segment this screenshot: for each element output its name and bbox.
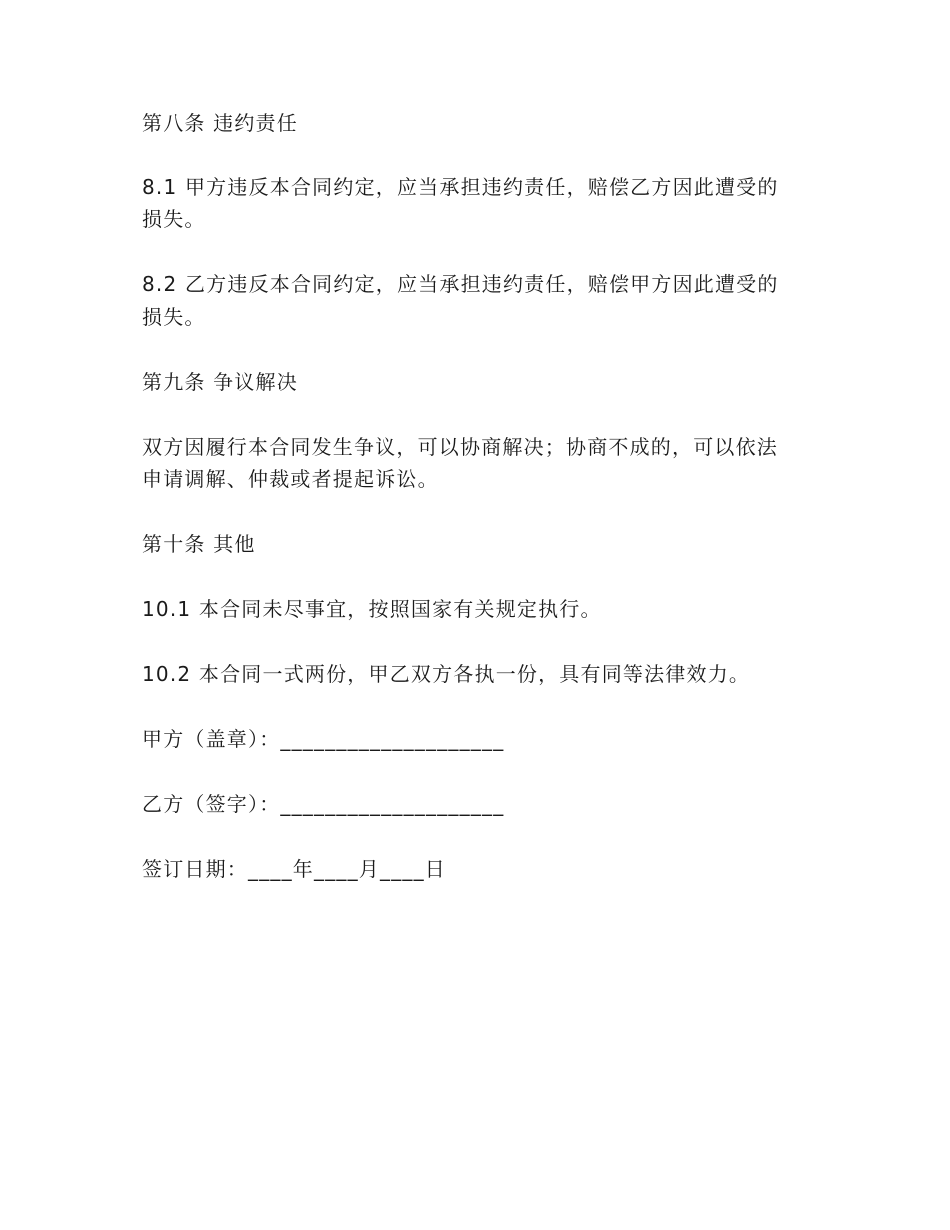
article-9-text-line-1: 双方因履行本合同发生争议，可以协商解决；协商不成的，可以依法 xyxy=(142,435,778,459)
clause-8-2-line-2: 损失。 xyxy=(142,305,206,329)
party-b-signature-line: 乙方（签字）：____________________ xyxy=(142,792,505,816)
clause-10-2: 10.2 本合同一式两份，甲乙双方各执一份，具有同等法律效力。 xyxy=(142,662,751,686)
article-9-text-line-2: 申请调解、仲裁或者提起诉讼。 xyxy=(142,467,439,491)
signing-date-line: 签订日期：____年____月____日 xyxy=(142,857,446,881)
clause-8-1-line-2: 损失。 xyxy=(142,207,206,231)
clause-8-1-line-1: 8.1 甲方违反本合同约定，应当承担违约责任，赔偿乙方因此遭受的 xyxy=(142,175,779,199)
article-8-heading: 第八条 违约责任 xyxy=(142,111,298,135)
party-a-signature-line: 甲方（盖章）：____________________ xyxy=(142,727,505,751)
article-10-heading: 第十条 其他 xyxy=(142,532,256,556)
article-9-heading: 第九条 争议解决 xyxy=(142,370,298,394)
clause-8-2-line-1: 8.2 乙方违反本合同约定，应当承担违约责任，赔偿甲方因此遭受的 xyxy=(142,272,779,296)
clause-10-1: 10.1 本合同未尽事宜，按照国家有关规定执行。 xyxy=(142,597,602,621)
